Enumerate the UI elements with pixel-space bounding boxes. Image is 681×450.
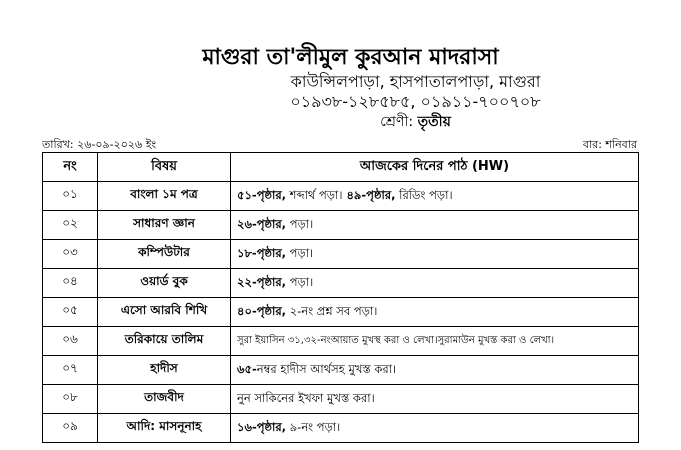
institution-name: মাগুরা তা'লীমুল কুরআন মাদরাসা <box>202 45 499 70</box>
hw-bold: ৬৫- <box>237 361 257 376</box>
class-line <box>150 112 681 132</box>
row-subject: সাধারণ জ্ঞান <box>98 211 231 240</box>
row-subject: হাদীস <box>98 356 231 385</box>
row-number: ০৪ <box>43 269 98 298</box>
row-homework <box>231 414 639 443</box>
table-row <box>43 414 639 443</box>
header-subject: বিষয় <box>98 153 231 182</box>
row-homework <box>231 385 639 414</box>
table-row <box>43 182 639 211</box>
date-label: তারিখ: ২৬-০৯-২০২৬ ইং <box>42 138 157 151</box>
hw-text: পড়া। <box>286 274 314 289</box>
hw-bold: ২৬-পৃষ্ঠার, <box>237 216 287 231</box>
hw-text: পড়া। <box>286 245 314 260</box>
hw-text: ৯-নং পড়া। <box>286 419 341 434</box>
hw-text: ২-নং প্রশ্ন সব পড়া। <box>286 303 378 318</box>
row-number: ০১ <box>43 182 98 211</box>
class-label: শ্রেণী: <box>380 114 414 130</box>
row-number: ০৯ <box>43 414 98 443</box>
hw-bold: ৫১-পৃষ্ঠার, <box>237 187 287 202</box>
institution-phones: ০১৯৩৮-১২৮৫৮৫, ০১৯১১-৭০০৭০৮ <box>290 92 541 111</box>
row-subject: তরিকায়ে তালিম <box>98 327 231 356</box>
table-row <box>43 211 639 240</box>
row-number: ০৩ <box>43 240 98 269</box>
row-subject: কম্পিউটার <box>98 240 231 269</box>
row-homework <box>231 356 639 385</box>
table-header-row <box>43 153 639 182</box>
row-homework <box>231 298 639 327</box>
homework-table <box>42 152 639 443</box>
row-subject: ওয়ার্ড বুক <box>98 269 231 298</box>
hw-text: শব্দার্থ পড়া। <box>286 187 343 202</box>
hw-text: নুন সাকিনের ইখফা মুখস্ত করা। <box>237 390 375 405</box>
row-homework <box>231 182 639 211</box>
table-row <box>43 240 639 269</box>
header-no: নং <box>43 153 98 182</box>
row-subject: আদি: মাসনূনাহ <box>98 414 231 443</box>
hw-text: সুরা ইয়াসিন ৩১,৩২-নংআয়াত মুখস্থ করা ও লেখা।সুরামাউন মুখস্ত করা ও লেখা। <box>237 334 555 346</box>
header <box>0 44 681 132</box>
table-row <box>43 269 639 298</box>
table-row <box>43 356 639 385</box>
header-homework: আজকের দিনের পাঠ (HW) <box>231 153 639 182</box>
hw-bold: ১৬-পৃষ্ঠার, <box>237 419 287 434</box>
row-number: ০৫ <box>43 298 98 327</box>
row-homework <box>231 327 639 356</box>
row-number: ০২ <box>43 211 98 240</box>
hw-text: পড়া। <box>286 216 314 231</box>
row-subject: বাংলা ১ম পত্র <box>98 182 231 211</box>
day-label: বার: শনিবার <box>582 138 637 151</box>
hw-bold: ১৮-পৃষ্ঠার, <box>237 245 287 260</box>
table-row <box>43 385 639 414</box>
institution-address: কাউন্সিলপাড়া, হাসপাতালপাড়া, মাগুরা <box>290 72 541 91</box>
row-number: ০৮ <box>43 385 98 414</box>
row-homework <box>231 269 639 298</box>
class-value: তৃতীয় <box>417 114 451 130</box>
row-number: ০৬ <box>43 327 98 356</box>
hw-bold: ৪০-পৃষ্ঠার, <box>237 303 287 318</box>
row-homework <box>231 211 639 240</box>
table-row <box>43 298 639 327</box>
hw-bold: ২২-পৃষ্ঠার, <box>237 274 287 289</box>
row-number: ০৭ <box>43 356 98 385</box>
row-homework <box>231 240 639 269</box>
hw-text: নম্বর হাদীস আর্থসহ মুখস্ত করা। <box>256 361 397 376</box>
row-subject: তাজবীদ <box>98 385 231 414</box>
row-subject: এসো আরবি শিখি <box>98 298 231 327</box>
hw-bold-2: ৪৯-পৃষ্ঠার, <box>342 187 396 202</box>
table-row <box>43 327 639 356</box>
hw-text-2: রিডিং পড়া। <box>395 187 453 202</box>
